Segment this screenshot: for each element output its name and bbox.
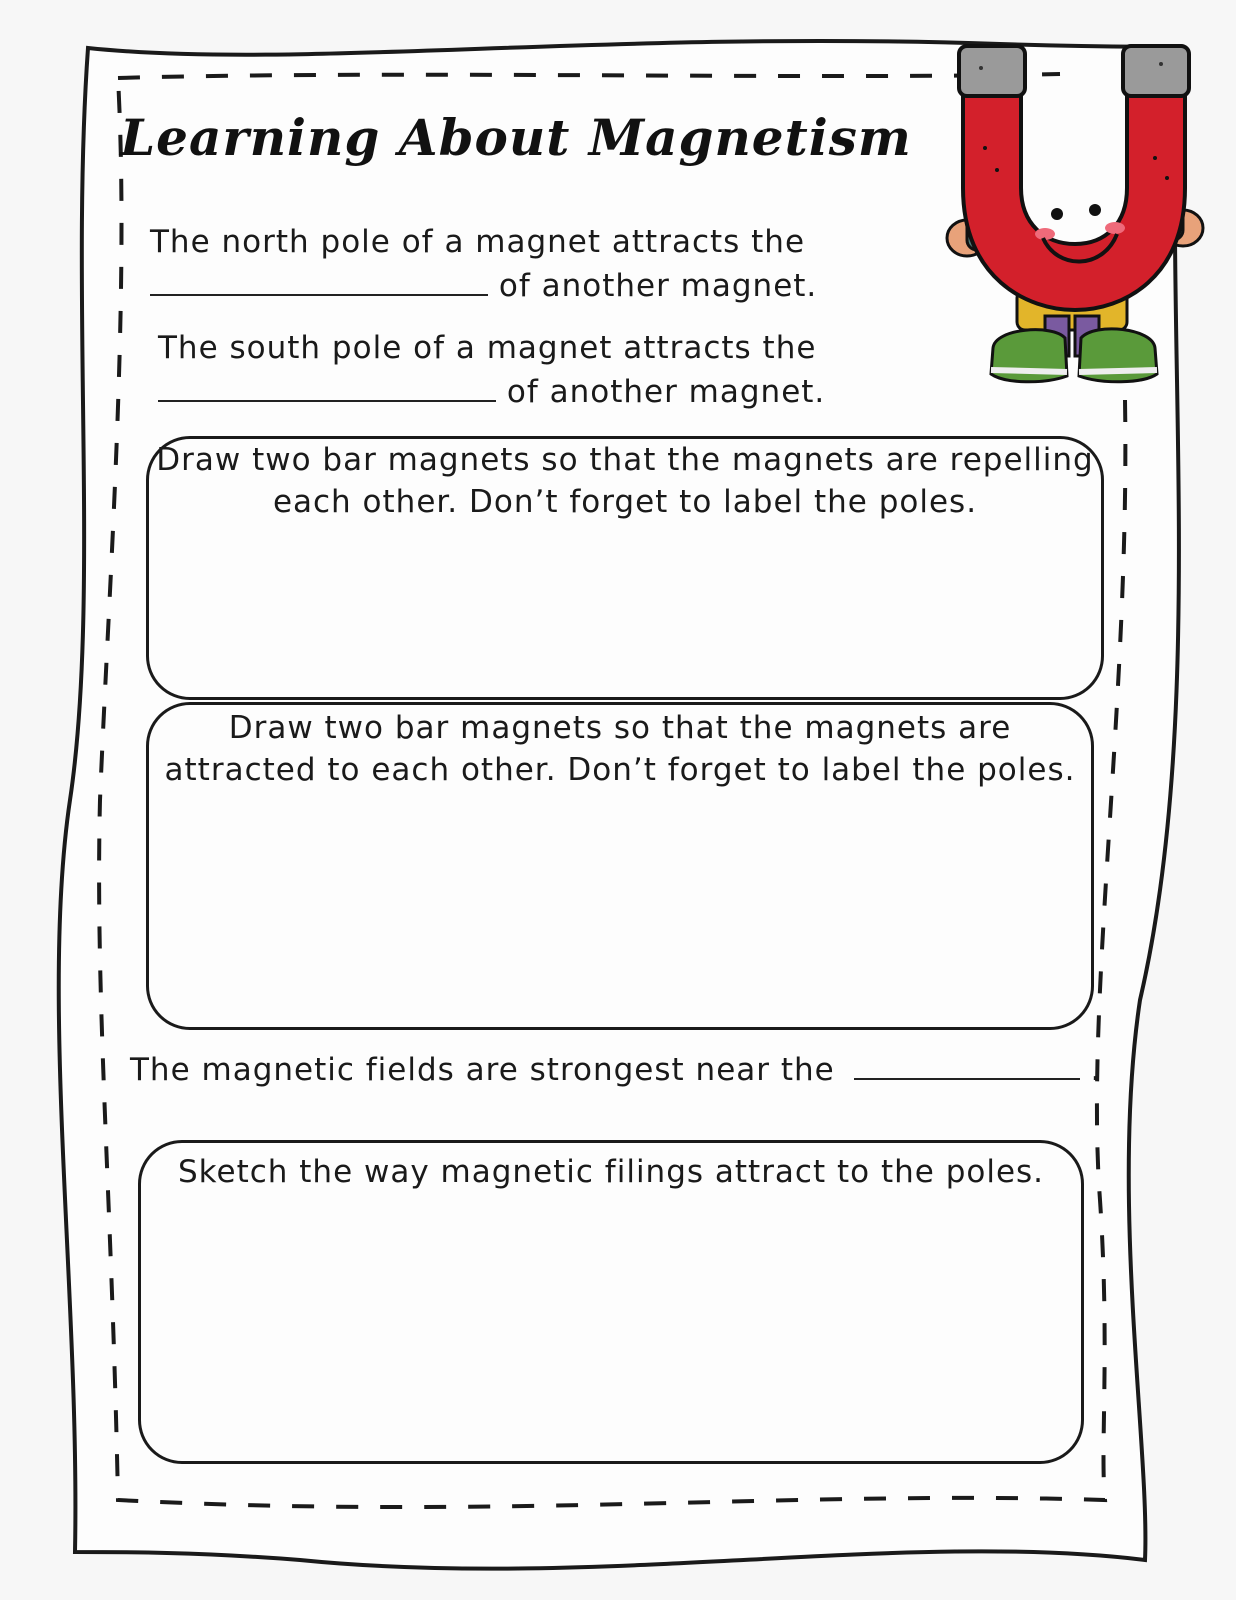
box1-line1: Draw two bar magnets so that the magnets are repelling [156, 442, 1094, 478]
horseshoe-magnet-character-icon [945, 38, 1205, 408]
q3-line [130, 1048, 1101, 1088]
box1-line2: each other. Don’t forget to label the poles. [272, 484, 978, 520]
draw-box-filings[interactable] [138, 1140, 1084, 1464]
q1-line2-suffix: of another magnet. [498, 268, 818, 304]
draw-box-repelling[interactable] [146, 436, 1104, 700]
box2-line1: Draw two bar magnets so that the magnets are [228, 710, 1012, 746]
box3-line1: Sketch the way magnetic filings attract to the poles. [177, 1154, 1045, 1190]
q3-answer-blank[interactable] [854, 1048, 1080, 1080]
q1-line1: The north pole of a magnet attracts the [150, 224, 806, 260]
box3-prompt [141, 1151, 1081, 1193]
box2-line2: attracted to each other. Don’t forget to label the poles. [164, 752, 1076, 788]
box2-prompt [149, 707, 1091, 791]
q3-text: The magnetic fields are strongest near the [130, 1052, 835, 1088]
q2-answer-blank[interactable] [158, 370, 496, 402]
q2-line1: The south pole of a magnet attracts the [158, 330, 817, 366]
page-title: Learning About Magnetism [120, 108, 912, 167]
draw-box-attracted[interactable] [146, 702, 1094, 1030]
q2-line2 [158, 370, 825, 410]
q2-line2-suffix: of another magnet. [506, 374, 826, 410]
q1-answer-blank[interactable] [150, 264, 488, 296]
box1-prompt [149, 439, 1101, 523]
q3-end: . [1090, 1052, 1102, 1088]
q1-line2 [150, 264, 817, 304]
